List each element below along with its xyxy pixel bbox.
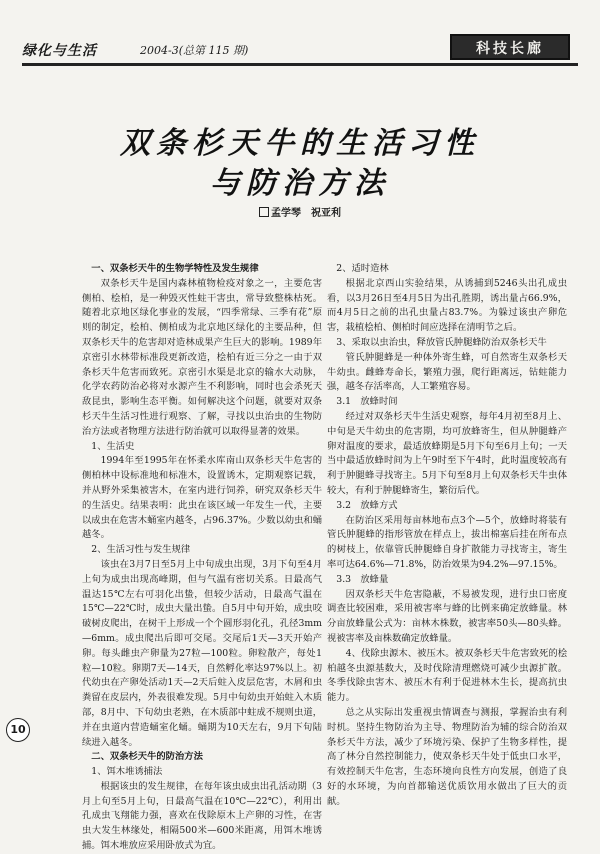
body-paragraph: 根据该虫的发生规律，在每年该虫成虫出孔活动期（3月上旬至5月上旬，日最高气温在10℃—22℃），利用出孔成虫飞翔能力强，喜欢在伐除原木上产卵的习性，在害虫大发生林缘处，相隔500米—600米距离，用饵木堆诱捕。饵木堆放应采用卧放式为宜。 [82,780,322,852]
subsection-heading: 1、生活史 [91,440,135,452]
article-authors [0,204,600,219]
page-number: 10 [6,718,30,742]
section-heading: 一、双条杉天牛的生物学特性及发生规律 [91,263,259,274]
right-column [327,262,567,809]
magazine-brand: 绿化与生活 [22,43,97,59]
subsection-heading: 2、适时造林 [336,263,389,274]
subsection-heading: 2、生活习性与发生规律 [91,544,191,556]
body-paragraph: 经过对双条杉天牛生活史观察，每年4月初至8月上、中旬是天牛幼虫的危害期，均可放蜂寄生，但从肿腿蜂产卵对温度的要求，最适放蜂期是5月下旬至6月上旬；一天当中最适放蜂时间为上午9时至下午4时，此时温度较高有利于肿腿蜂寻找寄主。5月下旬至8月上旬双条杉天牛虫体较大，有利于肿腿蜂寄生，繁衍后代。 [327,410,567,496]
body-paragraph: 管氏肿腿蜂是一种体外寄生蜂，可自然寄生双条杉天牛幼虫。雌蜂寿命长，繁殖力强，爬行距离远，钻蛀能力强，越冬存活率高，人工繁殖容易。 [327,351,567,393]
subsection-heading: 3.2 放蜂方式 [336,499,398,511]
section-tag: 科技长廊 [450,34,570,60]
body-paragraph: 在防治区采用每亩林地布点3个—5个，放蜂时将装有管氏肿腿蜂的指形管放在样点上，拔出棉塞后挂在所布点的树枝上，依靠管氏肿腿蜂自身扩散能力寻找寄主，寄生率可达64.6%—71.8%，防治效果为94.2%—97.15%。 [327,514,567,570]
author-marker-icon [259,207,269,217]
body-paragraph: 总之从实际出发重视虫情调查与测报，掌握治虫有利时机。坚持生物防治为主导、物理防治为辅的综合防治双条杉天牛方法，减少了环境污染、保护了生物多样性，提高了林分自然控制能力，使双条杉天牛处于低虫口水平，有效控制天牛危害，生态环境向良性方向发展，创造了良好的水环境，为向首都输送优质饮用水做出了巨大的贡献。 [327,706,567,807]
section-heading: 二、双条杉天牛的防治方法 [91,751,203,763]
left-column [82,262,322,854]
body-paragraph: 4、伐除虫源木、被压木。被双条杉天牛危害致死的桧柏越冬虫源基数大，及时伐除清理燃烧可减少虫源扩散。冬季伐除虫害木、被压木有利于促进林木生长，提高抗虫能力。 [327,647,567,704]
body-paragraph: 因双条杉天牛危害隐蔽，不易被发现，进行虫口密度调查比较困难，采用被害率与蜂的比例来确定放蜂量。林分亩放蜂量公式为：亩林木株数，被害率50头—80头蜂。视被害率及亩株数确定放蜂量。 [327,588,567,644]
header-rule [22,63,578,66]
body-paragraph: 1994年至1995年在怀柔水库南山双条杉天牛危害的侧柏林中设标准地和标准木，设置诱木，定期观察记载，并从野外采集被害木，在室内进行饲养，研究双条杉天牛的生活史。结果表明：此虫在该区域一年发生一代，主要以成虫在危害木蛹室内越冬，占96.37%。少数以幼虫和蛹越冬。 [82,455,322,541]
author-names: 孟学琴 祝亚利 [271,208,341,219]
subsection-heading: 3、采取以虫治虫，释放管氏肿腿蜂防治双条杉天牛 [336,336,547,348]
issue-info: 2004-3(总第 115 期) [140,44,249,57]
subsection-heading: 1、饵木堆诱捕法 [91,766,163,778]
body-paragraph: 该虫在3月7日至5月上中旬成虫出现，3月下旬至4月上旬为成虫出现高峰期，但与气温有密切关系。日最高气温达15℃左右可羽化出蛰，但较少活动，日最高气温在15℃—22℃时，成虫大量出蛰。自5月中旬开始，成虫咬破树皮爬出，在树干上形成一个个圆形羽化孔，孔径3mm—6mm。成虫爬出后即可交尾。交尾后1天—3天开始产卵。每头雌虫产卵量为27粒—100粒。卵粒散产，每处1粒—10粒。卵期7天—14天，自然孵化率达97%以上。初代幼虫在产卵处活动1天—2天后蛀入皮层危害，木屑和虫粪留在皮层内，外表很难发现。5月中旬幼虫开始蛀入木质部，8月中、下旬幼虫老熟，在木质部中蛀成不规则虫道，并在虫道内营造蛹室化蛹。蛹期为10天左右，9月下旬陆续进入越冬。 [82,558,322,748]
body-paragraph: 双条杉天牛是国内森林植物检疫对象之一，主要危害侧柏、桧柏，是一种毁灭性蛀干害虫，常导致整株枯死。随着北京地区绿化事业的发展，“四季常绿、三季有花”原则的制定，桧柏、侧柏成为北京地区绿化的主要品种，但双条杉天牛的危害却对造林成果产生巨大的影响。1989年京密引水林带标准段更新改造，桧柏有近三分之一由于双条杉天牛危害而致死。京密引水渠是北京的输水大动脉，化学农药防治必将对水源产生不利影响，同时也会杀死天敌昆虫，影响生态平衡。如何解决这个问题，就要对双条杉天牛生活习性进行观察、了解，寻找以虫治虫的生物防治方法或者物理方法进行防治就可以取得显著的效果。 [82,277,322,437]
subsection-heading: 3.3 放蜂量 [336,573,389,585]
article-title-line1: 双条杉天牛的生活习性 [120,126,480,161]
page-header [22,38,578,62]
subsection-heading: 3.1 放蜂时间 [336,396,398,408]
body-paragraph: 根据北京西山实验结果，从诱捕到5246头出孔成虫看，以3月26日至4月5日为出孔胜期，诱出量占66.9%，而4月5日之前的出孔虫量占83.7%。为躲过该虫产卵危害，栽植桧柏、侧柏时间应选择在清明节之后。 [327,277,567,334]
article-title-line2: 与防治方法 [210,166,390,201]
